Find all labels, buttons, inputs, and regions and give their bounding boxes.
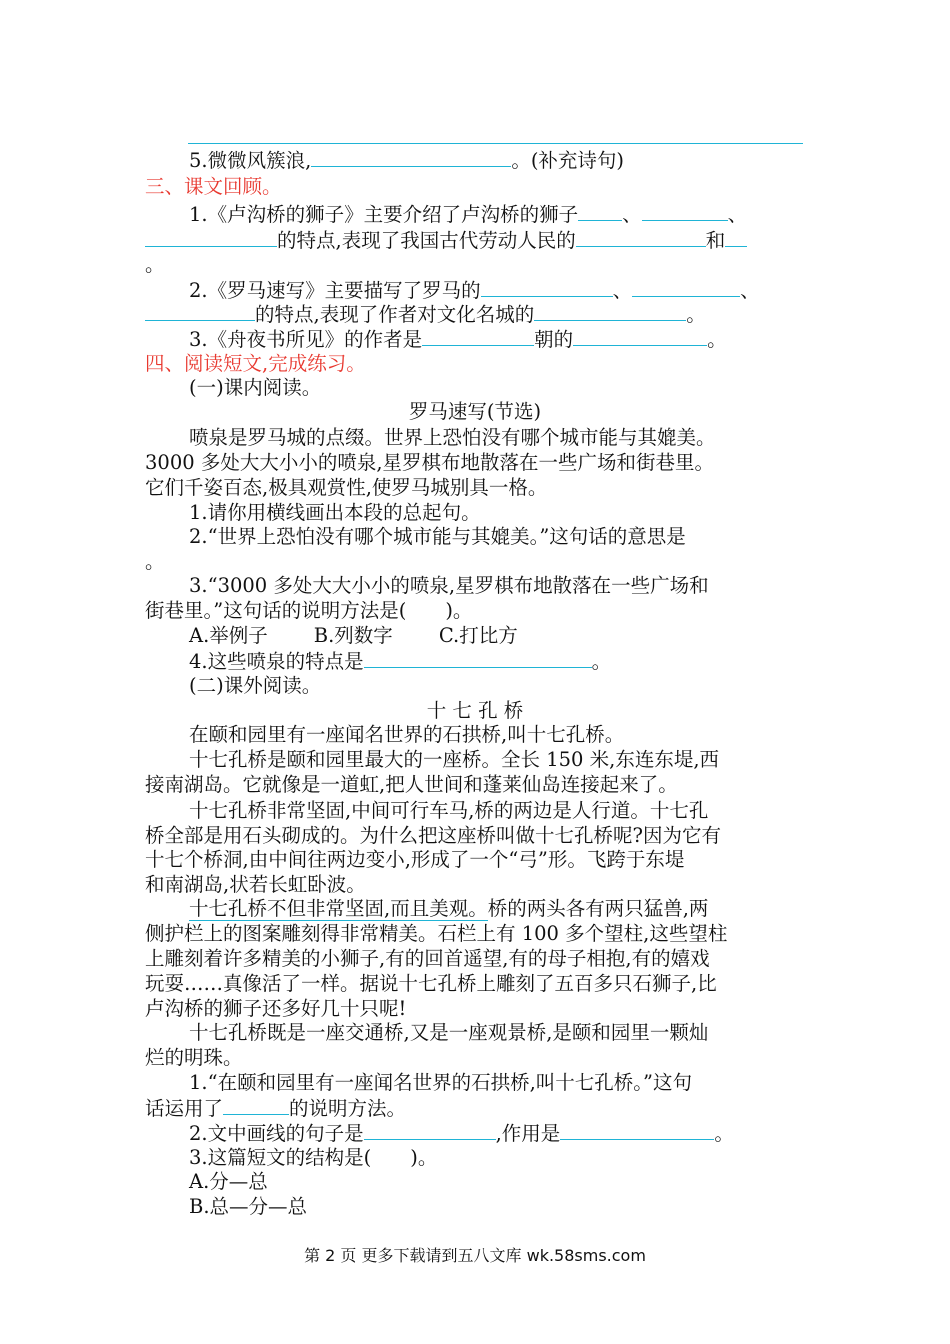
s3-q1-line1 xyxy=(145,202,849,227)
a1: 1.请你用横线画出本段的总起句。 xyxy=(189,501,481,524)
b2-text: 2.文中画线的句子是 xyxy=(189,1122,364,1145)
s4-line3: 上雕刻着许多精美的小狮子,有的回首遥望,有的母子相抱,有的嬉戏 xyxy=(145,947,710,970)
b3-option-a[interactable]: A.分—总 xyxy=(189,1170,268,1193)
s3-line1: 十七孔桥非常坚固,中间可行车马,桥的两边是人行道。十七孔 xyxy=(189,799,709,822)
s3-line3: 十七个桥洞,由中间往两边变小,形成了一个“弓”形。飞跨于东堤 xyxy=(145,848,685,871)
a4-blank[interactable] xyxy=(364,649,592,668)
p1-line2: 3000 多处大大小小的喷泉,星罗棋布地散落在一些广场和街巷里。 xyxy=(145,451,715,474)
s3-q1-blank1[interactable] xyxy=(578,202,622,221)
s3-q1-blank5[interactable] xyxy=(725,228,747,247)
s3-q1-text: 1.《卢沟桥的狮子》主要介绍了卢沟桥的狮子 xyxy=(189,203,579,226)
s4-line5: 卢沟桥的狮子还多好几十只呢! xyxy=(145,997,407,1020)
b1-line2 xyxy=(145,1096,805,1121)
a3-line2: 街巷里。”这句话的说明方法是( )。 xyxy=(145,599,473,622)
s3-q2-line1 xyxy=(145,278,849,303)
s3-q1-end: 。 xyxy=(145,253,165,276)
s5-line1: 十七孔桥既是一座交通桥,又是一座观景桥,是颐和园里一颗灿 xyxy=(189,1021,709,1044)
a2-line2: 。 xyxy=(145,550,165,573)
p1-line1: 喷泉是罗马城的点缀。世界上恐怕没有哪个城市能与其媲美。 xyxy=(189,426,716,449)
comma: 、 xyxy=(622,203,642,226)
s3-line4: 和南湖岛,状若长虹卧波。 xyxy=(145,873,366,896)
passage2-title: 十 七 孔 桥 xyxy=(426,699,524,722)
part1-label: (一)课内阅读。 xyxy=(189,376,322,399)
s4-line1 xyxy=(145,897,849,921)
s3-q3-blank1[interactable] xyxy=(422,327,534,346)
option-c[interactable]: C.打比方 xyxy=(438,624,518,647)
a3-options xyxy=(145,624,849,648)
q5-suffix: 。(补充诗句) xyxy=(511,149,625,172)
comma: 、 xyxy=(740,279,760,302)
p1-line3: 它们千姿百态,极具观赏性,使罗马城别具一格。 xyxy=(145,476,548,499)
s3-q2-blank3[interactable] xyxy=(145,302,255,321)
s4-line2: 侧护栏上的图案雕刻得非常精美。石栏上有 100 多个望柱,这些望柱 xyxy=(145,922,728,945)
part2-label: (二)课外阅读。 xyxy=(189,674,322,697)
s3-q3-blank2[interactable] xyxy=(573,327,707,346)
s3-q1-blank4[interactable] xyxy=(576,228,706,247)
s3-q1-blank3[interactable] xyxy=(145,228,277,247)
s3-q1-blank2[interactable] xyxy=(642,202,728,221)
s2-line1: 十七孔桥是颐和园里最大的一座桥。全长 150 米,东连东堤,西 xyxy=(189,748,720,771)
a4 xyxy=(145,649,849,674)
b2 xyxy=(145,1121,849,1146)
b1-line1: 1.“在颐和园里有一座闻名世界的石拱桥,叫十七孔桥。”这句 xyxy=(189,1071,692,1094)
option-b[interactable]: B.列数字 xyxy=(313,624,393,647)
b3: 3.这篇短文的结构是( )。 xyxy=(189,1146,438,1169)
section4-heading: 四、阅读短文,完成练习。 xyxy=(145,352,366,375)
a2-line1: 2.“世界上恐怕没有哪个城市能与其媲美。”这句话的意思是 xyxy=(189,525,686,548)
underlined-sentence: 十七孔桥不但非常坚固,而且美观。 xyxy=(189,897,488,920)
s3-q1-text2: 的特点,表现了我国古代劳动人民的 xyxy=(277,229,576,252)
a3-line1: 3.“3000 多处大大小小的喷泉,星罗棋布地散落在一些广场和 xyxy=(189,574,709,597)
s3-q2-blank4[interactable] xyxy=(534,302,686,321)
q5-text: 5.微微风簇浪, xyxy=(189,149,312,172)
b2-mid: ,作用是 xyxy=(495,1122,561,1145)
s3-q3-text2: 朝的 xyxy=(534,328,574,351)
passage1-title: 罗马速写(节选) xyxy=(408,400,542,423)
s3-q3 xyxy=(145,327,849,352)
a4-text: 4.这些喷泉的特点是 xyxy=(189,650,364,673)
s3-q3-text: 3.《舟夜书所见》的作者是 xyxy=(189,328,423,351)
period: 。 xyxy=(707,328,727,351)
b1-text: 话运用了 xyxy=(145,1097,224,1120)
section3-heading: 三、课文回顾。 xyxy=(145,175,282,198)
s3-q2-blank1[interactable] xyxy=(481,278,613,297)
page-footer: 第 2 页 更多下载请到五八文库 wk.58sms.com xyxy=(304,1246,646,1265)
period: 。 xyxy=(686,303,706,326)
s3-q1-line2 xyxy=(145,228,805,253)
comma: 、 xyxy=(727,203,748,226)
q5-blank[interactable] xyxy=(311,148,511,167)
s3-q2-text2: 的特点,表现了作者对文化名城的 xyxy=(255,303,535,326)
s3-q2-text: 2.《罗马速写》主要描写了罗马的 xyxy=(189,279,481,302)
and-text: 和 xyxy=(705,229,726,252)
s4-line1-rest: 桥的两头各有两只猛兽,两 xyxy=(487,897,709,920)
b1-suffix: 的说明方法。 xyxy=(289,1097,407,1120)
option-a[interactable]: A.举例子 xyxy=(189,624,268,647)
b2-blank1[interactable] xyxy=(364,1121,496,1140)
s3-q2-blank2[interactable] xyxy=(632,278,740,297)
b3-option-b[interactable]: B.总—分—总 xyxy=(189,1195,308,1218)
s5-line2: 烂的明珠。 xyxy=(145,1046,243,1069)
period: 。 xyxy=(591,650,612,673)
s2-line2: 接南湖岛。它就像是一道虹,把人世间和蓬莱仙岛连接起来了。 xyxy=(145,773,678,796)
period: 。 xyxy=(714,1122,734,1145)
b2-blank2[interactable] xyxy=(560,1121,714,1140)
s1: 在颐和园里有一座闻名世界的石拱桥,叫十七孔桥。 xyxy=(189,723,625,746)
answer-line-top xyxy=(188,143,803,144)
s3-line2: 桥全部是用石头砌成的。为什么把这座桥叫做十七孔桥呢?因为它有 xyxy=(145,824,721,847)
s4-line4: 玩耍……真像活了一样。据说十七孔桥上雕刻了五百多只石狮子,比 xyxy=(145,972,717,995)
s3-q2-line2 xyxy=(145,302,805,327)
comma: 、 xyxy=(612,279,633,302)
b1-blank[interactable] xyxy=(223,1096,289,1115)
q5-fill xyxy=(145,148,849,173)
